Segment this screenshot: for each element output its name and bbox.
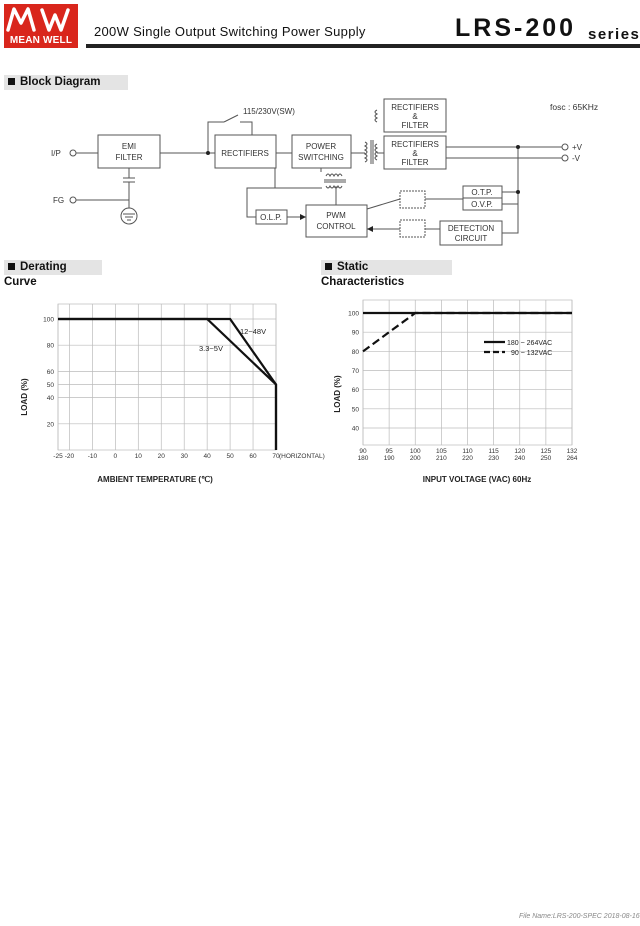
x-tick-label-bottom: 210 bbox=[435, 455, 447, 462]
header-rule bbox=[86, 44, 640, 48]
rf1-label-2: & bbox=[412, 112, 418, 121]
y-tick-label: 100 bbox=[43, 316, 54, 324]
y-axis-label: LOAD (%) bbox=[20, 378, 29, 416]
section-static-characteristics bbox=[321, 260, 452, 288]
rf2-label-2: & bbox=[412, 149, 418, 158]
chart-grid bbox=[58, 304, 276, 450]
legend-label-180-264: 180 ~ 264VAC bbox=[507, 340, 553, 347]
x-tick-label-top: 120 bbox=[514, 448, 526, 455]
series-label-3-5v: 3.3~5V bbox=[199, 344, 223, 353]
y-tick-label: 50 bbox=[351, 406, 359, 414]
square-bullet-icon bbox=[8, 78, 15, 85]
ovp-label: O.V.P. bbox=[471, 200, 493, 209]
y-tick-label: 100 bbox=[348, 310, 359, 318]
emi-filter-box bbox=[98, 135, 160, 168]
derating-chart bbox=[0, 290, 330, 500]
y-tick-label: 80 bbox=[351, 348, 359, 356]
fosc-label: fosc : 65KHz bbox=[550, 102, 599, 112]
olp-label: O.L.P. bbox=[260, 213, 282, 222]
x-tick-label: 20 bbox=[157, 453, 165, 460]
block-diagram bbox=[0, 90, 640, 260]
emi-label-1: EMI bbox=[121, 142, 137, 151]
x-tick-label-top: 125 bbox=[540, 448, 552, 455]
rf1-label-1: RECTIFIERS bbox=[391, 103, 439, 112]
legend bbox=[484, 340, 552, 357]
brand-name: MEAN WELL bbox=[4, 34, 78, 48]
ip-label: I/P bbox=[51, 149, 61, 158]
series-label-12-48v: 12~48V bbox=[240, 327, 267, 336]
x-tick-label-top: 95 bbox=[385, 448, 393, 455]
x-axis-note: (HORIZONTAL) bbox=[279, 453, 325, 460]
y-tick-label: 40 bbox=[46, 395, 54, 403]
x-tick-label: 0 bbox=[113, 453, 118, 460]
x-tick-label: -20 bbox=[64, 453, 75, 460]
section-block-diagram bbox=[4, 75, 128, 90]
rf2-label-3: FILTER bbox=[401, 158, 429, 167]
detection-label-1: DETECTION bbox=[447, 224, 495, 233]
x-tick-label-top: 100 bbox=[409, 448, 421, 455]
fg-label: FG bbox=[53, 196, 65, 205]
power-switching-label-2: SWITCHING bbox=[298, 153, 344, 162]
detection-label-2: CIRCUIT bbox=[454, 234, 488, 243]
power-switching-box bbox=[292, 135, 351, 168]
chart-axis-ticks bbox=[348, 311, 578, 463]
x-tick-label-top: 115 bbox=[488, 448, 499, 455]
rectifiers-label: RECTIFIERS bbox=[221, 149, 269, 158]
x-tick-label-top: 90 bbox=[359, 448, 367, 455]
x-tick-label-top: 132 bbox=[566, 448, 578, 455]
power-switching-label-1: POWER bbox=[305, 142, 337, 151]
x-tick-label-bottom: 250 bbox=[540, 455, 552, 462]
x-tick-label: 60 bbox=[249, 453, 257, 460]
x-tick-label-bottom: 230 bbox=[488, 455, 500, 462]
x-tick-label-bottom: 180 bbox=[357, 455, 369, 462]
pwm-label-1: PWM bbox=[326, 211, 346, 220]
y-tick-label: 20 bbox=[46, 421, 54, 429]
vminus-label: -V bbox=[572, 154, 580, 163]
y-tick-label: 70 bbox=[351, 368, 359, 375]
square-bullet-icon bbox=[325, 263, 332, 270]
x-tick-label-top: 110 bbox=[462, 448, 473, 455]
x-tick-label-bottom: 220 bbox=[462, 455, 473, 462]
x-tick-label-bottom: 240 bbox=[514, 455, 526, 462]
switch-label: 115/230V(SW) bbox=[243, 107, 295, 116]
x-tick-label-bottom: 264 bbox=[566, 455, 578, 462]
pwm-label-2: CONTROL bbox=[316, 222, 356, 231]
emi-label-2: FILTER bbox=[115, 153, 143, 162]
static-chart bbox=[320, 290, 640, 500]
y-tick-label: 50 bbox=[46, 382, 54, 389]
plot-frame bbox=[58, 304, 276, 450]
optocoupler-1 bbox=[400, 191, 425, 208]
vplus-label: +V bbox=[572, 143, 583, 152]
product-subtitle: 200W Single Output Switching Power Supply bbox=[94, 24, 366, 39]
y-tick-label: 60 bbox=[46, 368, 54, 376]
legend-label-90-132: 90 ~ 132VAC bbox=[511, 350, 553, 357]
x-axis-label: AMBIENT TEMPERATURE (℃) bbox=[97, 475, 213, 484]
x-tick-label-bottom: 190 bbox=[383, 455, 395, 462]
otp-label: O.T.P. bbox=[471, 188, 493, 197]
x-tick-label: 50 bbox=[226, 453, 234, 460]
y-axis-label: LOAD (%) bbox=[333, 375, 342, 413]
x-tick-label: 10 bbox=[134, 453, 142, 460]
x-tick-label-top: 105 bbox=[435, 448, 447, 455]
x-axis-label: INPUT VOLTAGE (VAC) 60Hz bbox=[422, 475, 532, 484]
optocoupler-2 bbox=[400, 220, 425, 237]
x-tick-label: -25 bbox=[53, 453, 63, 460]
x-tick-label: 30 bbox=[180, 453, 188, 460]
rf1-label-3: FILTER bbox=[401, 121, 429, 130]
x-tick-label-bottom: 200 bbox=[409, 455, 421, 462]
rf2-label-1: RECTIFIERS bbox=[391, 140, 439, 149]
y-tick-label: 80 bbox=[46, 342, 54, 350]
square-bullet-icon bbox=[8, 263, 15, 270]
x-tick-label: 40 bbox=[203, 453, 211, 460]
section-title: Derating Curve bbox=[4, 261, 67, 288]
model-name: LRS-200 bbox=[455, 14, 577, 42]
y-tick-label: 40 bbox=[351, 425, 359, 433]
section-title: Static Characteristics bbox=[321, 261, 405, 288]
series-label: series bbox=[588, 26, 640, 43]
footer-file-name: File Name:LRS-200-SPEC 2018-08-16 bbox=[519, 913, 640, 920]
y-tick-label: 60 bbox=[351, 387, 359, 395]
section-title: Block Diagram bbox=[20, 76, 101, 88]
pwm-control-box bbox=[306, 205, 367, 237]
arrow-icon bbox=[367, 226, 373, 232]
chart-grid bbox=[363, 300, 572, 445]
x-tick-label: -10 bbox=[87, 453, 98, 460]
y-tick-label: 90 bbox=[351, 329, 359, 337]
x-tick-label: 70 bbox=[272, 453, 280, 460]
arrow-icon bbox=[300, 214, 306, 220]
section-derating-curve bbox=[4, 260, 102, 288]
